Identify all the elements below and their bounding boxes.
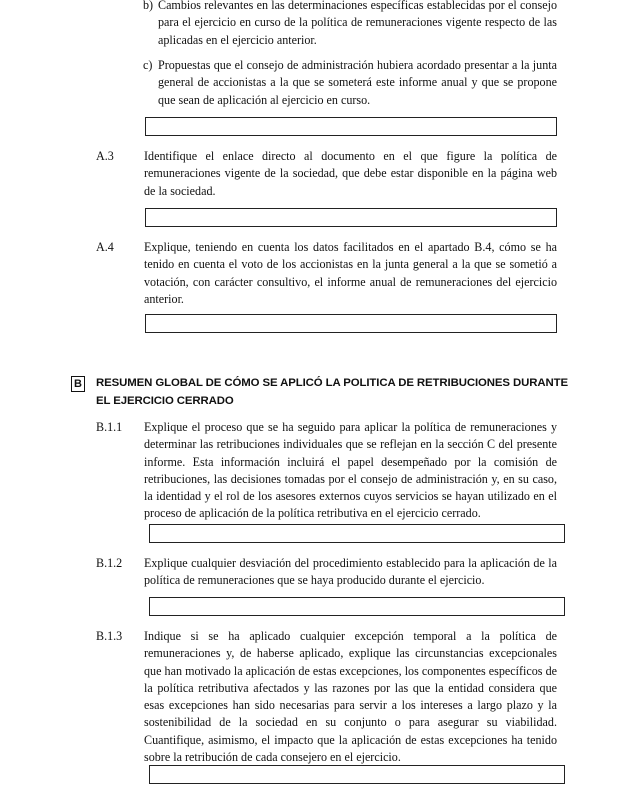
b12-text: Explique cualquier desviación del procedimiento establecido para la aplicación de la política de remuneraciones que se haya producido durante el ejercicio. [144,556,557,588]
answer-box-b12[interactable] [149,597,565,616]
b13-number: B.1.3 [96,629,123,643]
section-b-title-line2: EL EJERCICIO CERRADO [96,395,234,407]
b12-number: B.1.2 [96,556,123,570]
a4-number: A.4 [96,240,114,254]
item-c [143,57,557,109]
item-b [143,0,557,49]
item-c-label: c) [143,58,153,72]
answer-box-a4[interactable] [145,314,557,333]
section-b-title [96,374,576,410]
b11-number: B.1.1 [96,420,123,434]
answer-box-b11[interactable] [149,524,565,543]
item-b-text: Cambios relevantes en las determinaciones específicas establecidas por el consejo para el ejercicio en curso de la política de remuneraciones vigente respecto de las aplicadas en el ejercicio anterior. [158,0,557,47]
item-c-text: Propuestas que el consejo de administración hubiera acordado presentar a la junta general de accionistas a la que se someterá este informe anual y que se propone que sean de aplicación al ejercicio en curso. [158,58,557,107]
item-b-label: b) [143,0,154,12]
a3-number: A.3 [96,149,114,163]
b13-text: Indique si se ha aplicado cualquier excepción temporal a la política de remuneraciones y, de haberse aplicado, explique las circunstancias excepcionales que han motivado la aplicación de estas excepciones, los componentes específicos de la política retributiva afectados y las razones por las que la entidad considera que esas excepciones han sido necesarias para servir a los intereses a largo plazo y la sostenibilidad de la sociedad en su conjunto o para asegurar su viabilidad. Cuantifique, asimismo, el impacto que la aplicación de estas excepciones ha tenido sobre la retribución de cada consejero en el ejercicio. [144,629,557,765]
answer-box-a3[interactable] [145,208,557,227]
a4-text: Explique, teniendo en cuenta los datos facilitados en el apartado B.4, cómo se ha tenido en cuenta el voto de los accionistas en la junta general a la que se sometió a votación, con carácter consultivo, el informe anual de remuneraciones del ejercicio anterior. [144,240,557,306]
answer-box-b13[interactable] [149,765,565,784]
a3-text: Identifique el enlace directo al documento en el que figure la política de remuneraciones vigente de la sociedad, que debe estar disponible en la página web de la sociedad. [144,149,557,198]
b11-text: Explique el proceso que se ha seguido para aplicar la política de remuneraciones y determinar las retribuciones individuales que se reflejan en la sección C del presente informe. Esta información incluirá el papel desempeñado por la comisión de retribuciones, las decisiones tomadas por el consejo de administración y, en su caso, la identidad y el rol de los asesores externos cuyos servicios se hayan utilizado en el proceso de aplicación de la política retributiva en el ejercicio cerrado. [144,420,557,521]
section-b-title-line1: RESUMEN GLOBAL DE CÓMO SE APLICÓ LA POLITICA DE RETRIBUCIONES DURANTE [96,377,568,389]
answer-box-c[interactable] [145,117,557,136]
section-b-letter: B [71,376,85,392]
